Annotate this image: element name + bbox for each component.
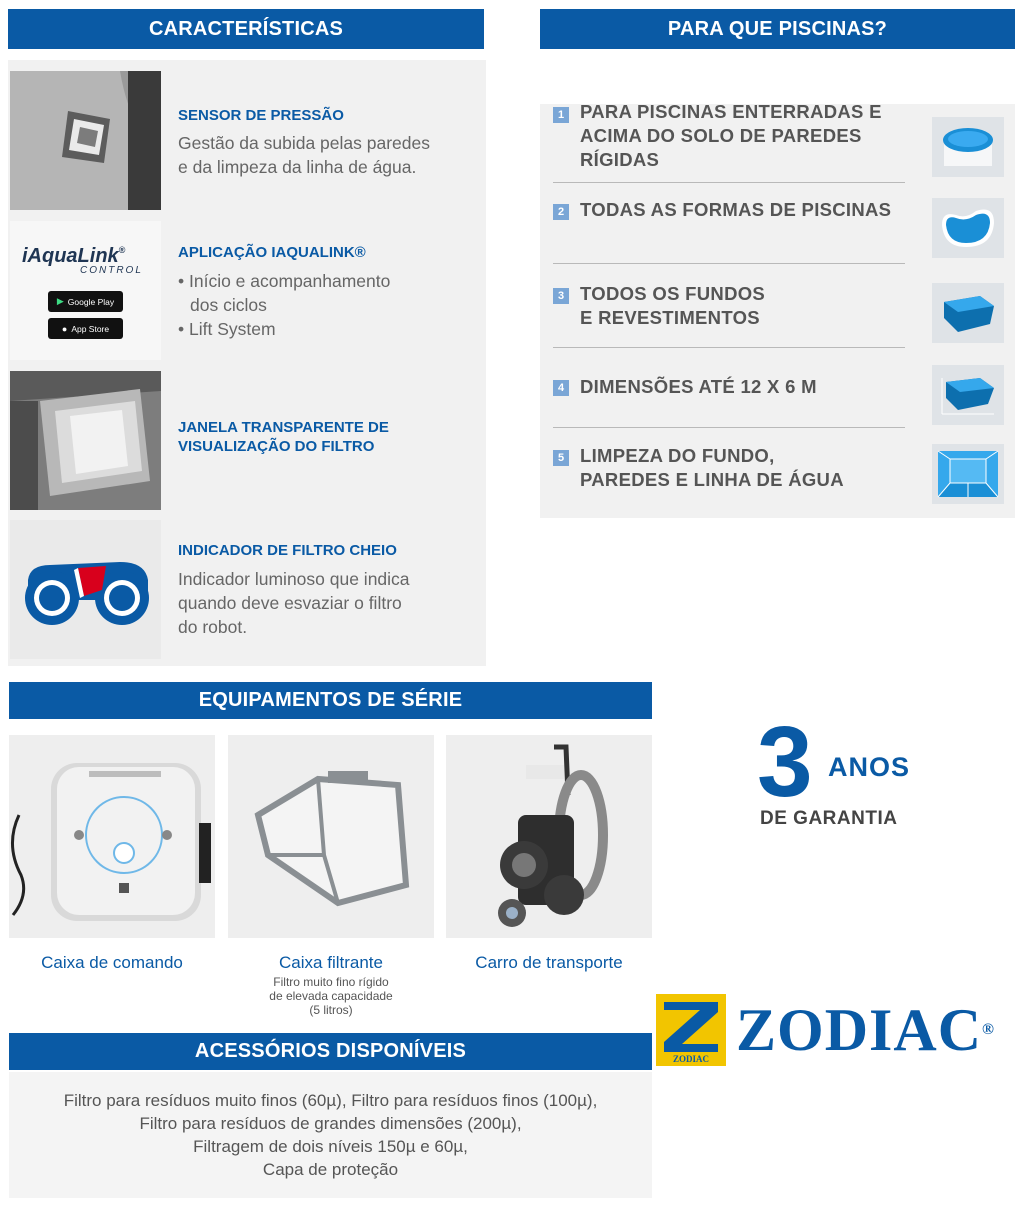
pool-floor-icon [932, 283, 1004, 343]
filter-indicator-text-line: Indicador luminoso que indica [178, 569, 410, 589]
filter-window-title [178, 418, 389, 456]
control-box-caption: Caixa de comando [41, 953, 183, 972]
pool-row-3 [553, 282, 905, 348]
filter-box-subcaption-line: de elevada capacidade [269, 989, 393, 1003]
filter-indicator-text [178, 567, 410, 639]
pool-row-text [580, 100, 882, 172]
pressure-sensor-title: SENSOR DE PRESSÃO [178, 107, 344, 124]
iaqualink-app-text-line: dos ciclos [190, 295, 267, 315]
pools-header: PARA QUE PISCINAS? [540, 9, 1015, 49]
pool-row-5 [553, 444, 905, 504]
pressure-sensor-text-line: e da limpeza da linha de água. [178, 157, 417, 177]
transport-cart-image [446, 735, 652, 938]
pool-row-line: TODOS OS FUNDOS [580, 283, 766, 304]
filter-box-subcaption-line: Filtro muito fino rígido [273, 975, 389, 989]
pool-number-badge: 5 [553, 450, 569, 466]
pool-row-line: ACIMA DO SOLO DE PAREDES [580, 125, 862, 146]
pool-row-text [580, 375, 817, 399]
filter-box-caption: Caixa filtrante [279, 953, 383, 972]
iaqualink-app-text-line: • Lift System [178, 319, 276, 339]
pressure-sensor-text [178, 131, 430, 179]
accessory-line: Filtro para resíduos de grandes dimensões (200µ), [139, 1114, 522, 1133]
iaqualink-app-text [178, 269, 390, 341]
pressure-sensor-text-line: Gestão da subida pelas paredes [178, 133, 430, 153]
zodiac-badge-label: ZODIAC [672, 1054, 709, 1064]
pool-row-4 [553, 375, 905, 428]
filter-box-image [228, 735, 434, 938]
zodiac-badge [656, 994, 726, 1066]
pool-row-line: RÍGIDAS [580, 149, 660, 170]
above-ground-pool-icon [932, 117, 1004, 177]
features-header: CARACTERÍSTICAS [8, 9, 484, 49]
pool-row-1 [553, 100, 905, 183]
robot-indicator-icon [10, 520, 161, 659]
apple-icon: ● [61, 323, 68, 334]
filter-window-title-line: VISUALIZAÇÃO DO FILTRO [178, 438, 375, 455]
pool-number-badge: 1 [553, 107, 569, 123]
app-store-label: App Store [71, 323, 110, 334]
pool-row-line: E REVESTIMENTOS [580, 307, 760, 328]
equipment-header: EQUIPAMENTOS DE SÉRIE [9, 682, 652, 719]
registered-mark: ® [982, 1021, 995, 1038]
accessory-line: Capa de proteção [262, 1160, 399, 1179]
filter-box-subcaption [228, 975, 434, 1017]
pool-row-text [580, 198, 891, 222]
pool-row-line: PARA PISCINAS ENTERRADAS E [580, 101, 882, 122]
pool-row-line: PAREDES E LINHA DE ÁGUA [580, 469, 844, 490]
filter-box-subcaption-line: (5 litros) [309, 1003, 353, 1017]
iaqualink-app-text-line: • Início e acompanhamento [178, 271, 391, 291]
filter-indicator-text-line: quando deve esvaziar o filtro [178, 593, 402, 613]
iaqualink-brand: iAquaLink [22, 245, 119, 267]
warranty-text: DE GARANTIA [760, 808, 898, 829]
warranty-number: 3 [757, 706, 813, 818]
full-pool-cleaning-icon [932, 444, 1004, 504]
zodiac-wordmark [736, 997, 995, 1063]
iaqualink-control-label: CONTROL [80, 265, 143, 276]
pool-row-line: LIMPEZA DO FUNDO, [580, 445, 775, 466]
transport-cart-caption: Carro de transporte [475, 953, 623, 972]
pool-dimensions-icon [932, 365, 1004, 425]
registered-mark: ® [118, 245, 126, 255]
pool-row-text [580, 444, 844, 492]
iaqualink-app-image [10, 221, 161, 360]
google-play-icon: ▶ [56, 296, 64, 306]
freeform-pool-icon [932, 198, 1004, 258]
pool-row-text [580, 282, 765, 330]
accessories-list [9, 1089, 652, 1181]
accessory-line: Filtragem de dois níveis 150µ e 60µ, [193, 1137, 468, 1156]
pool-row-2 [553, 198, 905, 264]
control-box-image [9, 735, 215, 938]
pool-number-badge: 2 [553, 204, 569, 220]
filter-indicator-image [10, 520, 161, 659]
zodiac-name: ZODIAC [736, 997, 983, 1063]
pressure-sensor-image [10, 71, 161, 210]
pool-number-badge: 3 [553, 288, 569, 304]
filter-indicator-title: INDICADOR DE FILTRO CHEIO [178, 542, 397, 559]
pool-row-line: TODAS AS FORMAS DE PISCINAS [580, 199, 892, 220]
filter-indicator-text-line: do robot. [178, 617, 248, 637]
accessory-line: Filtro para resíduos muito finos (60µ), Filtro para resíduos finos (100µ), [63, 1091, 598, 1110]
filter-window-image [10, 371, 161, 510]
filter-window-title-line: JANELA TRANSPARENTE DE [178, 419, 389, 436]
pool-row-line: DIMENSÕES ATÉ 12 X 6 M [580, 376, 817, 397]
app-store-badge[interactable] [48, 318, 123, 339]
pool-number-badge: 4 [553, 380, 569, 396]
google-play-label: Google Play [67, 296, 115, 307]
google-play-badge[interactable] [48, 291, 123, 312]
warranty-unit: ANOS [828, 752, 911, 782]
iaqualink-app-title: APLICAÇÃO IAQUALINK® [178, 244, 366, 261]
accessories-header: ACESSÓRIOS DISPONÍVEIS [9, 1033, 652, 1070]
